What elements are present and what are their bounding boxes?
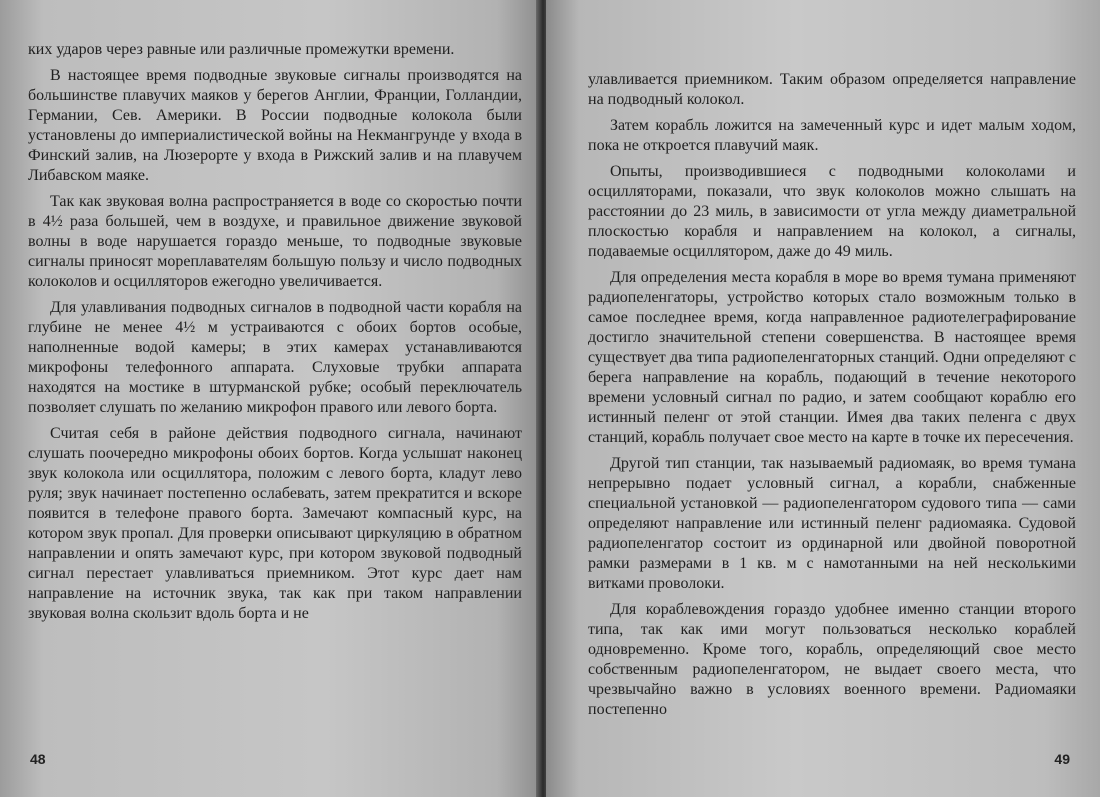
page-number-right: 49 — [1054, 751, 1070, 767]
paragraph: ких ударов через равные или различные промежутки времени. — [28, 41, 455, 58]
paragraph: улавливается приемником. Таким образом определяется направление на подводный колокол. — [588, 71, 1076, 108]
paragraph: Затем корабль ложится на замеченный курс и идет малым ходом, пока не откроется плавучий маяк. — [588, 117, 1076, 154]
right-page-text — [588, 70, 1076, 720]
paragraph: В настоящее время подводные звуковые сигналы производятся на большинстве плавучих маяков у берегов Англии, Франции, Голландии, Германии, Сев. Америки. В России подводные колокола были установлены до империалистической войны на Некмангрунде у входа в Финский залив, на Люзерорте у входа в Рижский залив и на плавучем Либавском маяке. — [28, 67, 522, 184]
paragraph: Опыты, производившиеся с подводными колоколами и осцилляторами, показали, что звук колоколов можно слышать на расстоянии до 23 миль, в зависимости от угла между диаметральной плоскостью корабля и направлением на колокол, а сигналы, подаваемые осциллятором, даже до 49 миль. — [588, 163, 1076, 260]
paragraph: Считая себя в районе действия подводного сигнала, начинают слушать поочередно микрофоны обоих бортов. Когда услышат наконец звук колокола или осциллятора, положим с левого борта, кладут лево руля; звук начинает постепенно ослабевать, затем прекратится и вскоре появится в телефоне правого борта. Замечают компасный курс, на котором звук пропал. Для проверки описывают циркуляцию в обратном направлении и опять замечают курс, при котором звуковой подводный сигнал перестает улавливаться приемником. Этот курс дает нам направление на источник звука, так как при таком направлении звуковая волна скользит вдоль борта и не — [28, 425, 522, 622]
right-page — [546, 0, 1100, 797]
paragraph: Для улавливания подводных сигналов в подводной части корабля на глубине не менее 4½ м устраиваются с обоих бортов особые, наполненные водой камеры; в этих камерах устанавливаются микрофоны телефонного аппарата. Слуховые трубки аппарата находятся на мостике в штурманской рубке; особый переключатель позволяет слушать по желанию микрофон правого или левого борта. — [28, 299, 522, 416]
left-page-text — [28, 40, 522, 624]
paragraph: Другой тип станции, так называемый радиомаяк, во время тумана непрерывно подает условный сигнал, а корабли, снабженные специальной установкой — радиопеленгатором судового типа — сами определяют направление или истинный пеленг радиомаяка. Судовой радиопеленгатор состоит из ординарной или двойной поворотной рамки размерами в 1 кв. м с намотанными на ней несколькими витками проволоки. — [588, 455, 1076, 592]
paragraph: Для определения места корабля в море во время тумана применяют радиопеленгаторы, устройство которых стало возможным только в самое последнее время, когда направленное радиотелеграфирование достигло значительной степени совершенства. В настоящее время существует два типа радиопеленгаторных станций. Одни определяют с берега направление на корабль, подающий в течение некоторого времени условный сигнал по радио, и затем сообщают кораблю его истинный пеленг от этой станции. Имея два таких пеленга с двух станций, корабль получает свое место на карте в точке их пересечения. — [588, 269, 1076, 446]
page-number-left: 48 — [30, 751, 46, 767]
paragraph: Так как звуковая волна распространяется в воде со скоростью почти в 4½ раза большей, чем в воздухе, и правильное движение звуковой волны в воде нарушается гораздо меньше, то подводные звуковые сигналы приносят мореплавателям большую пользу и число подводных колоколов и осцилляторов ежегодно увеличивается. — [28, 193, 522, 290]
left-page — [0, 0, 540, 797]
paragraph: Для кораблевождения гораздо удобнее именно станции второго типа, так как ими могут пользоваться несколько кораблей одновременно. Кроме того, корабль, определяющий свое место собственным радиопеленгатором, не выдает своего места, что чрезвычайно важно в условиях военного времени. Радиомаяки постепенно — [588, 601, 1076, 718]
